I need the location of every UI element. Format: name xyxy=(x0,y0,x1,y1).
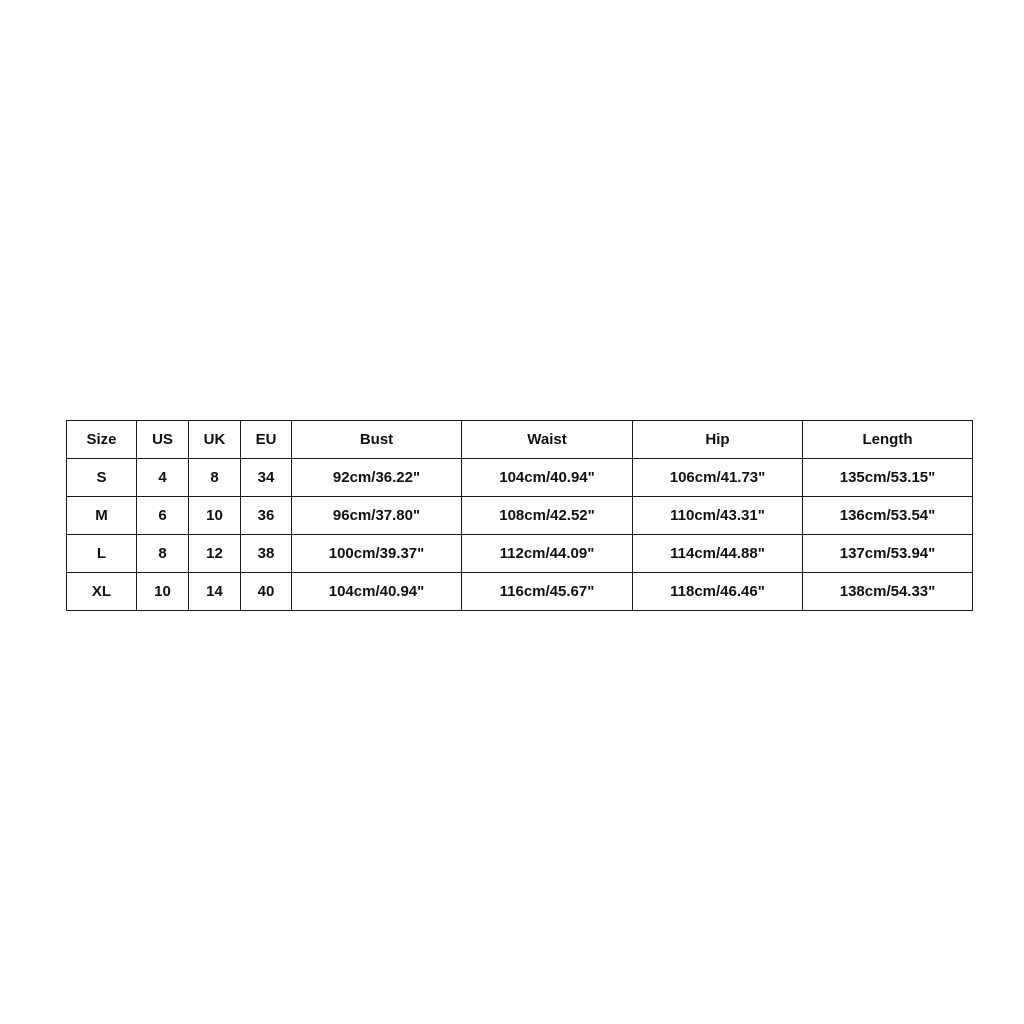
cell-waist: 116cm/45.67" xyxy=(462,573,633,611)
cell-size: XL xyxy=(67,573,137,611)
cell-uk: 10 xyxy=(189,497,241,535)
cell-bust: 100cm/39.37" xyxy=(292,535,462,573)
cell-waist: 112cm/44.09" xyxy=(462,535,633,573)
header-bust: Bust xyxy=(292,421,462,459)
header-length: Length xyxy=(803,421,973,459)
header-us: US xyxy=(137,421,189,459)
cell-us: 10 xyxy=(137,573,189,611)
cell-hip: 114cm/44.88" xyxy=(633,535,803,573)
header-eu: EU xyxy=(241,421,292,459)
table-row xyxy=(67,497,973,535)
cell-hip: 118cm/46.46" xyxy=(633,573,803,611)
header-size: Size xyxy=(67,421,137,459)
cell-waist: 104cm/40.94" xyxy=(462,459,633,497)
cell-size: L xyxy=(67,535,137,573)
cell-uk: 12 xyxy=(189,535,241,573)
cell-size: S xyxy=(67,459,137,497)
cell-us: 4 xyxy=(137,459,189,497)
cell-us: 8 xyxy=(137,535,189,573)
size-chart-table xyxy=(66,420,973,611)
cell-bust: 104cm/40.94" xyxy=(292,573,462,611)
cell-eu: 34 xyxy=(241,459,292,497)
table-row xyxy=(67,535,973,573)
cell-length: 138cm/54.33" xyxy=(803,573,973,611)
cell-hip: 110cm/43.31" xyxy=(633,497,803,535)
cell-length: 135cm/53.15" xyxy=(803,459,973,497)
table-header-row xyxy=(67,421,973,459)
table-row xyxy=(67,459,973,497)
cell-uk: 14 xyxy=(189,573,241,611)
cell-length: 136cm/53.54" xyxy=(803,497,973,535)
cell-eu: 40 xyxy=(241,573,292,611)
header-uk: UK xyxy=(189,421,241,459)
cell-hip: 106cm/41.73" xyxy=(633,459,803,497)
cell-uk: 8 xyxy=(189,459,241,497)
header-hip: Hip xyxy=(633,421,803,459)
cell-waist: 108cm/42.52" xyxy=(462,497,633,535)
cell-size: M xyxy=(67,497,137,535)
table-row xyxy=(67,573,973,611)
cell-bust: 96cm/37.80" xyxy=(292,497,462,535)
cell-eu: 38 xyxy=(241,535,292,573)
cell-bust: 92cm/36.22" xyxy=(292,459,462,497)
cell-us: 6 xyxy=(137,497,189,535)
cell-length: 137cm/53.94" xyxy=(803,535,973,573)
header-waist: Waist xyxy=(462,421,633,459)
cell-eu: 36 xyxy=(241,497,292,535)
